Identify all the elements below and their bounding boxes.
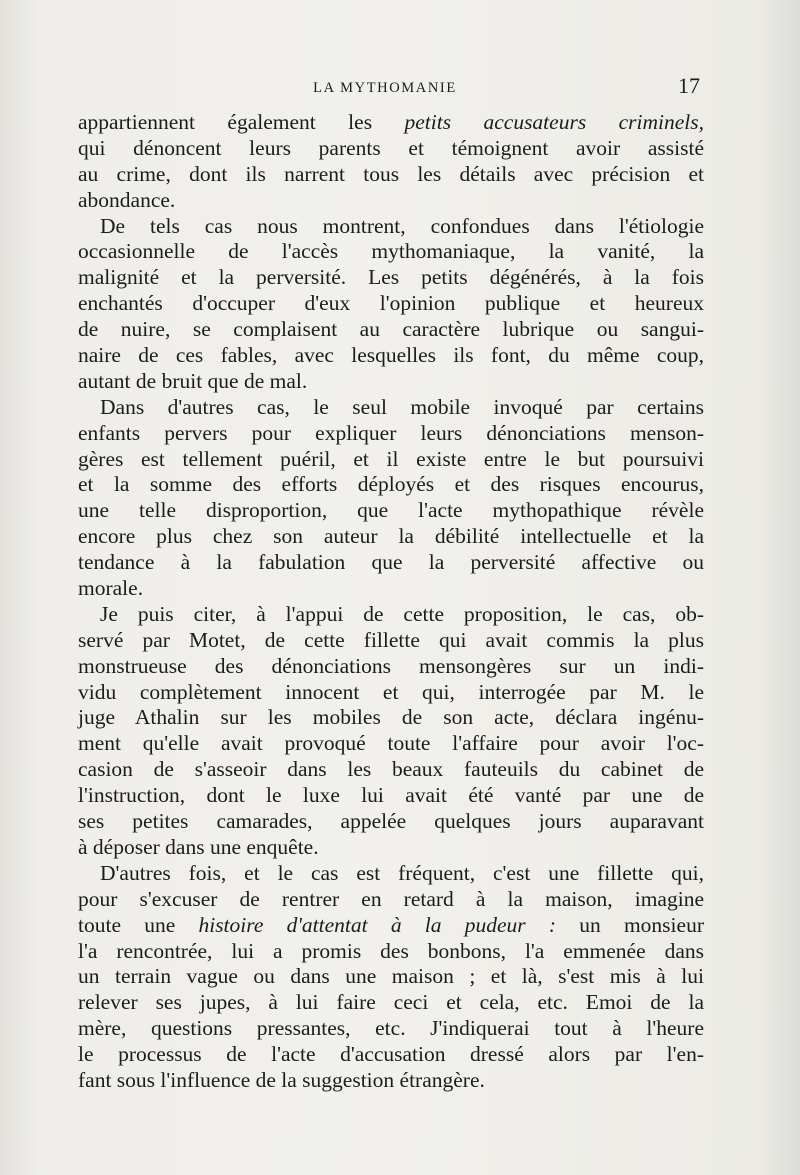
text-line: abondance. [78,187,176,212]
text-line: D'autres fois, et le cas est fréquent, c'est une fillette qui, [100,860,704,885]
text-line: naire de ces fables, avec lesquelles ils font, du même coup, [78,343,704,368]
text-line: et la somme des efforts déployés et des risques encourus, [78,472,704,497]
text-line: monstrueuse des dénonciations mensongères sur un indi- [78,653,704,678]
text-line: le processus de l'acte d'accusation dressé alors par l'en- [78,1042,704,1067]
text-span: un monsieur [556,912,704,937]
text-line: une telle disproportion, que l'acte mythopathique révèle [78,498,704,523]
text-line [78,110,704,136]
text-line: relever ses jupes, à lui faire ceci et cela, etc. Emoi de la [78,990,704,1015]
text-line: autant de bruit que de mal. [78,368,308,393]
text-line: à déposer dans une enquête. [78,834,319,859]
text-line [78,913,704,939]
text-line: Dans d'autres cas, le seul mobile invoqué par certains [100,394,704,419]
text-line: gères est tellement puéril, et il existe entre le but poursuivi [78,446,704,471]
text-span: toute une [78,912,199,937]
text-line: pour s'excuser de rentrer en retard à la maison, imagine [78,886,704,911]
running-head [0,73,800,102]
text-line: ses petites camarades, appelée quelques jours auparavant [78,809,704,834]
body-text [78,110,704,1094]
text-line: l'a rencontrée, lui a promis des bonbons, l'a emmenée dans [78,938,704,963]
text-line: occasionnelle de l'accès mythomaniaque, la vanité, la [78,239,704,264]
running-title: LA MYTHOMANIE [313,80,457,96]
text-line: enchantés d'occuper d'eux l'opinion publique et heureux [78,291,704,316]
italic-phrase: histoire d'attentat à la pudeur : [198,912,557,937]
text-line: morale. [78,576,144,601]
text-line: fant sous l'influence de la suggestion étrangère. [78,1067,485,1092]
text-line: casion de s'asseoir dans les beaux fauteuils du cabinet de [78,757,704,782]
text-line: juge Athalin sur les mobiles de son acte, déclara ingénu- [78,705,704,730]
text-line: ment qu'elle avait provoqué toute l'affaire pour avoir l'oc- [78,731,704,756]
text-line: encore plus chez son auteur la débilité intellectuelle et la [78,524,704,549]
text-line: un terrain vague ou dans une maison ; et là, s'est mis à lui [78,964,704,989]
page-number: 17 [678,73,700,98]
text-line: au crime, dont ils narrent tous les détails avec précision et [78,161,704,186]
text-line: qui dénoncent leurs parents et témoignent avoir assisté [78,135,704,160]
text-line: l'instruction, dont le luxe lui avait été vanté par une de [78,783,704,808]
text-line: De tels cas nous montrent, confondues dans l'étiologie [100,213,704,238]
text-line: mère, questions pressantes, etc. J'indiquerai tout à l'heure [78,1016,704,1041]
text-line: de nuire, se complaisent au caractère lubrique ou sangui- [78,317,704,342]
text-line: vidu complètement innocent et qui, interrogée par M. le [78,679,704,704]
text-line: servé par Motet, de cette fillette qui avait commis la plus [78,627,704,652]
italic-phrase: petits accusateurs criminels, [404,110,704,134]
text-line: tendance à la fabulation que la perversité affective ou [78,550,704,575]
text-line: Je puis citer, à l'appui de cette proposition, le cas, ob- [100,601,704,626]
text-span: appartiennent également les [78,110,405,134]
text-line: malignité et la perversité. Les petits dégénérés, à la fois [78,265,704,290]
text-line: enfants pervers pour expliquer leurs dénonciations menson- [78,420,704,445]
